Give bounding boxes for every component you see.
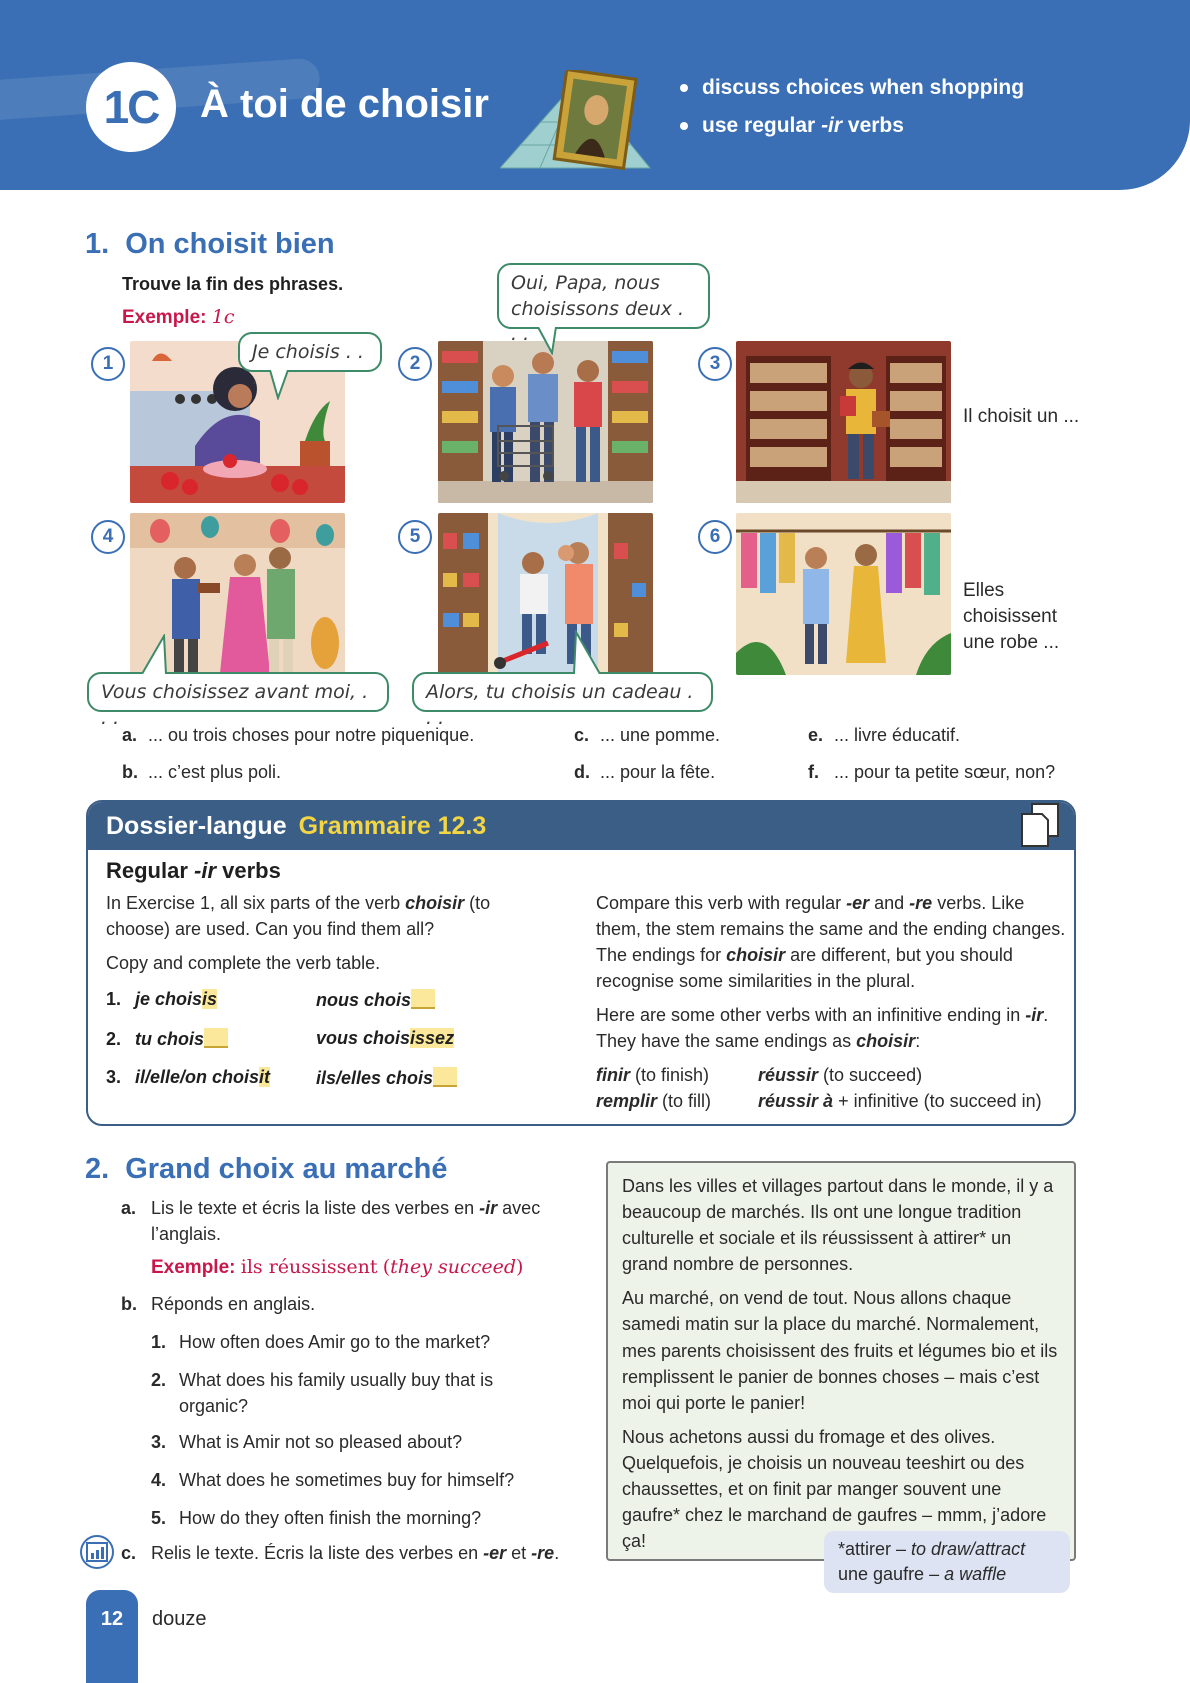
blank-ending <box>411 989 435 1009</box>
answer-e: e. ... livre éducatif. <box>808 725 961 745</box>
dossier-other-verbs: Here are some other verbs with an infinitive ending in -ir. They have the same endings as choisir: <box>596 1005 1049 1052</box>
picture-clothes-shop <box>736 513 951 675</box>
question-3: 3. What is Amir not so pleased about? <box>151 1432 463 1452</box>
mona-lisa-pyramid-illustration <box>500 70 660 175</box>
verb-list-item: finir (to finish) <box>596 1065 710 1085</box>
verb-list-item: réussir (to succeed) <box>758 1065 923 1085</box>
verb-table-row-1-plural: nous chois <box>316 989 435 1011</box>
answer-b: b. ... c’est plus poli. <box>122 762 282 782</box>
dossier-header <box>88 802 1074 850</box>
picture-6-caption: Elles choisissent une robe ... <box>963 580 1060 654</box>
page-number: 12 <box>86 1590 138 1683</box>
speech-bubble-4: Vous choisissez avant moi, . . . <box>87 672 389 712</box>
speech-bubble-1: Je choisis . . . <box>238 332 382 372</box>
picture-toy-shop <box>438 513 653 675</box>
exercise-2-example: Exemple: ils réussissent (they succeed) <box>151 1256 524 1278</box>
picture-boy-in-bookshop <box>736 341 951 503</box>
question-5: 5. How do they often finish the morning? <box>151 1508 482 1528</box>
verb-table-row-2-singular: 2. tu chois <box>106 1028 228 1050</box>
learning-objectives <box>680 76 1024 152</box>
unit-badge: 1C <box>86 62 176 152</box>
answer-f: f. ... pour ta petite sœur, non? <box>808 762 1056 782</box>
bubble-tail <box>268 370 292 400</box>
verb-list-item: réussir à + infinitive (to succeed in) <box>758 1091 1042 1111</box>
task-a: a. Lis le texte et écris la liste des verbes en -ir avec l’anglais. <box>121 1198 541 1245</box>
answer-a: a. ... ou trois choses pour notre piquenique. <box>122 725 475 745</box>
picture-number-1: 1 <box>91 347 125 381</box>
task-b: b. Réponds en anglais. <box>121 1294 316 1314</box>
objective-item: use regular -ir verbs <box>680 114 1024 138</box>
review-icon <box>80 1535 114 1569</box>
reading-paragraph: Nous achetons aussi du fromage et des olives. Quelquefois, je choisis un nouveau teeshirt ou des chaussettes, et on finit par manger souvent une gaufre* chez le marchand de gaufres – mmm, j’adore ça! <box>622 1426 1047 1552</box>
task-c: c. Relis le texte. Écris la liste des verbes en -er et -re. <box>121 1543 560 1563</box>
unit-title: À toi de choisir <box>200 82 489 126</box>
question-2: 2. What does his family usually buy that is organic? <box>151 1370 494 1417</box>
verb-table-row-1-singular: 1. je choisis <box>106 989 218 1009</box>
verb-list-item: remplir (to fill) <box>596 1091 712 1111</box>
verb-table-row-2-plural: vous choisissez <box>316 1028 455 1048</box>
dossier-right-column <box>596 890 1066 1063</box>
speech-bubble-5: Alors, tu choisis un cadeau . . . <box>412 672 713 712</box>
picture-3-caption: Il choisit un ... <box>963 406 1080 427</box>
exercise-1-example: Exemple: 1c <box>122 306 235 328</box>
exercise-1-instruction: Trouve la fin des phrases. <box>122 274 344 294</box>
picture-number-6: 6 <box>698 520 732 554</box>
dossier-left-column <box>106 890 526 984</box>
bubble-tail <box>570 630 604 674</box>
speech-bubble-2: Oui, Papa, nous choisissons deux . . . <box>497 263 710 329</box>
blank-ending <box>204 1028 228 1048</box>
picture-family-in-supermarket <box>438 341 653 503</box>
picture-number-3: 3 <box>698 347 732 381</box>
dossier-task: Copy and complete the verb table. <box>106 953 381 974</box>
glossary-item: *attirer – to draw/attract <box>838 1539 1026 1559</box>
dossier-heading: Regular -ir verbs <box>106 858 281 883</box>
answer-c: c. ... une pomme. <box>574 725 721 745</box>
document-icon <box>1018 802 1064 848</box>
dossier-comparison: Compare this verb with regular -er and -re verbs. Like them, the stem remains the same and the ending changes. The endings for choisir are different, but you should recognise some similarities in the plural. <box>596 893 1066 992</box>
dossier-label: Dossier-langue <box>106 811 287 840</box>
blank-ending <box>433 1067 457 1087</box>
glossary-item: une gaufre – a waffle <box>838 1564 1007 1585</box>
answer-d: d. ... pour la fête. <box>574 762 716 782</box>
bubble-tail <box>140 634 170 674</box>
verb-table-row-3-singular: 3. il/elle/on choisit <box>106 1067 271 1087</box>
picture-number-4: 4 <box>91 520 125 554</box>
bubble-tail <box>534 327 564 355</box>
dossier-langue-box <box>86 800 1076 1126</box>
reading-text-box <box>606 1161 1076 1561</box>
exercise-1-title: 1. On choisit bien <box>85 228 335 260</box>
reading-paragraph: Dans les villes et villages partout dans le monde, il y a beaucoup de marchés. Ils ont une longue tradition culturelle et sociale et ils réussissent à attirer* un grand nombre de personnes. <box>622 1176 1054 1275</box>
question-4: 4. What does he sometimes buy for himself? <box>151 1470 515 1490</box>
reading-paragraph: Au marché, on vend de tout. Nous allons chaque samedi matin sur la place du marché. Normalement, mes parents choisissent des fruits et légumes bio et ils remplissent le panier de bonnes choses – mais c’est moi qui porte le panier! <box>622 1288 1058 1413</box>
picture-number-2: 2 <box>398 347 432 381</box>
grammar-reference: Grammaire 12.3 <box>298 811 487 840</box>
page-number-word: douze <box>152 1608 207 1630</box>
verb-table-row-3-plural: ils/elles chois <box>316 1067 457 1089</box>
question-1: 1. How often does Amir go to the market? <box>151 1332 491 1352</box>
exercise-2-title: 2. Grand choix au marché <box>85 1153 448 1185</box>
picture-number-5: 5 <box>398 520 432 554</box>
objective-item: discuss choices when shopping <box>680 76 1024 100</box>
glossary-box <box>824 1531 1070 1593</box>
dossier-intro: In Exercise 1, all six parts of the verb choisir (to choose) are used. Can you find them all? <box>106 893 491 940</box>
